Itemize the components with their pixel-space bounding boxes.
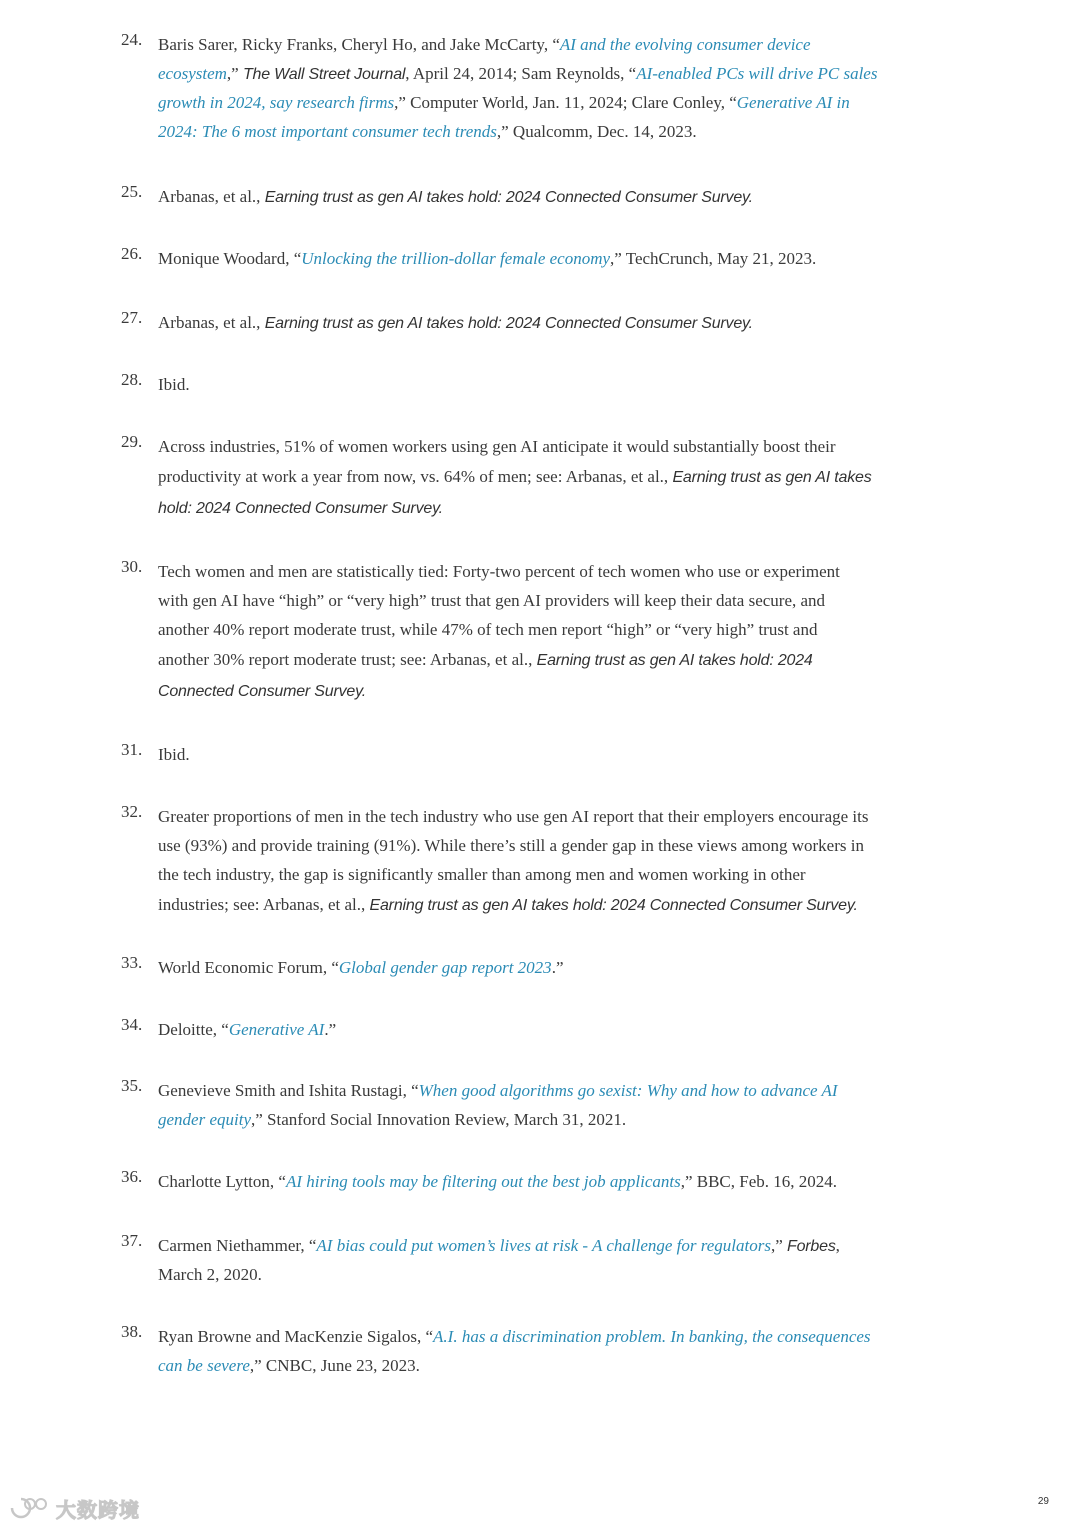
endnote-line xyxy=(158,370,948,399)
endnote-text xyxy=(158,557,948,706)
endnote-line xyxy=(158,889,948,920)
endnote-text xyxy=(158,953,948,982)
endnote-text xyxy=(158,432,948,523)
publication-title: Connected Consumer Survey. xyxy=(158,683,366,700)
endnote-number: 24. xyxy=(121,30,143,49)
endnote-text xyxy=(158,802,948,920)
endnote-number: 31. xyxy=(121,740,143,759)
endnote-text xyxy=(158,182,948,211)
endnote-text xyxy=(158,370,948,399)
citation-text: another 40% report moderate trust, while 47% of tech men report “high” or “very high” trust and xyxy=(158,620,818,639)
endnote-text xyxy=(158,740,948,769)
endnote-line xyxy=(158,117,948,146)
endnote-number: 27. xyxy=(121,308,143,327)
citation-text: ,” TechCrunch, May 21, 2023. xyxy=(610,249,817,268)
citation-link[interactable]: ecosystem xyxy=(158,64,227,83)
publication-title: Earning trust as gen AI takes hold: 2024 Connected Consumer Survey. xyxy=(264,315,753,332)
endnote-text xyxy=(158,308,948,337)
endnote-number: 38. xyxy=(121,1322,143,1341)
publication-title: Forbes xyxy=(787,1238,836,1255)
citation-text: March 2, 2020. xyxy=(158,1265,262,1284)
endnote-line xyxy=(158,492,948,523)
endnote-number: 28. xyxy=(121,370,143,389)
citation-text: ,” Stanford Social Innovation Review, March 31, 2021. xyxy=(251,1110,627,1129)
citation-text: the tech industry, the gap is significantly smaller than among men and women working in other xyxy=(158,865,806,884)
endnote-line xyxy=(158,244,948,273)
citation-text: Ryan Browne and MacKenzie Sigalos, “ xyxy=(158,1327,434,1346)
endnote-number: 33. xyxy=(121,953,143,972)
endnote-line xyxy=(158,740,948,769)
endnote-line xyxy=(158,1076,948,1105)
citation-text: with gen AI have “high” or “very high” trust that gen AI providers will keep their data secure, and xyxy=(158,591,826,610)
endnote-text xyxy=(158,1015,948,1044)
endnote-text xyxy=(158,244,948,273)
watermark-text: 大数跨境 xyxy=(56,1497,140,1522)
citation-link[interactable]: When good algorithms go sexist: Why and how to advance AI xyxy=(418,1081,838,1100)
endnote-number: 35. xyxy=(121,1076,143,1095)
endnote-line xyxy=(158,1015,948,1044)
endnote-line xyxy=(158,1105,948,1134)
citation-text: Greater proportions of men in the tech industry who use gen AI report that their employers encourage its xyxy=(158,807,869,826)
endnote-line xyxy=(158,644,948,675)
citation-text: .” xyxy=(551,958,564,977)
citation-text: Arbanas, et al., xyxy=(158,187,265,206)
endnote-line xyxy=(158,860,948,889)
citation-text: productivity at work a year from now, vs. 64% of men; see: Arbanas, et al., xyxy=(158,467,673,486)
endnote-number: 29. xyxy=(121,432,143,451)
endnote-line xyxy=(158,802,948,831)
citation-text: , April 24, 2014; Sam Reynolds, “ xyxy=(405,64,637,83)
endnote-line xyxy=(158,432,948,461)
publication-title: Earning trust as gen AI takes xyxy=(672,469,872,486)
endnote-line xyxy=(158,30,948,59)
citation-link[interactable]: AI-enabled PCs will drive PC sales xyxy=(636,64,878,83)
publication-title: Earning trust as gen AI takes hold: 2024 Connected Consumer Survey. xyxy=(369,897,858,914)
endnote-line xyxy=(158,557,948,586)
citation-text: ,” xyxy=(770,1236,788,1255)
endnote-line xyxy=(158,182,948,211)
endnote-text xyxy=(158,1076,948,1134)
citation-text: Genevieve Smith and Ishita Rustagi, “ xyxy=(158,1081,419,1100)
publication-title: Earning trust as gen AI takes hold: 2024 Connected Consumer Survey. xyxy=(264,189,753,206)
citation-text: Monique Woodard, “ xyxy=(158,249,302,268)
endnote-line xyxy=(158,59,948,88)
citation-text: ,” Computer World, Jan. 11, 2024; Clare Conley, “ xyxy=(394,93,737,112)
endnote-number: 36. xyxy=(121,1167,143,1186)
endnote-number: 32. xyxy=(121,802,143,821)
endnote-line xyxy=(158,831,948,860)
citation-text: Baris Sarer, Ricky Franks, Cheryl Ho, and Jake McCarty, “ xyxy=(158,35,560,54)
citation-link[interactable]: Unlocking the trillion-dollar female economy xyxy=(301,249,611,268)
endnote-number: 30. xyxy=(121,557,143,576)
citation-link[interactable]: Global gender gap report 2023 xyxy=(338,958,552,977)
citation-text: Ibid. xyxy=(158,745,190,764)
endnote-line xyxy=(158,953,948,982)
citation-link[interactable]: can be severe xyxy=(158,1356,250,1375)
endnote-number: 26. xyxy=(121,244,143,263)
endnote-line xyxy=(158,88,948,117)
citation-text: industries; see: Arbanas, et al., xyxy=(158,895,370,914)
endnote-text xyxy=(158,1231,948,1289)
watermark-logo-icon xyxy=(8,1495,50,1521)
endnote-line xyxy=(158,1231,948,1260)
citation-text: ,” Qualcomm, Dec. 14, 2023. xyxy=(496,122,697,141)
citation-text: Deloitte, “ xyxy=(158,1020,229,1039)
endnote-line xyxy=(158,675,948,706)
citation-link[interactable]: AI and the evolving consumer device xyxy=(559,35,811,54)
citation-link[interactable]: A.I. has a discrimination problem. In banking, the consequences xyxy=(433,1327,871,1346)
citation-link[interactable]: gender equity xyxy=(158,1110,251,1129)
citation-text: , xyxy=(835,1236,840,1255)
citation-link[interactable]: Generative AI xyxy=(228,1020,325,1039)
citation-text: ,” CNBC, June 23, 2023. xyxy=(249,1356,420,1375)
citation-text: .” xyxy=(324,1020,337,1039)
endnote-number: 34. xyxy=(121,1015,143,1034)
citation-text: use (93%) and provide training (91%). While there’s still a gender gap in these views among workers in xyxy=(158,836,864,855)
citation-link[interactable]: growth in 2024, say research firms xyxy=(158,93,395,112)
publication-title: The Wall Street Journal xyxy=(242,66,406,83)
citation-text: ,” xyxy=(226,64,243,83)
citation-text: Tech women and men are statistically tied: Forty-two percent of tech women who use or experiment xyxy=(158,562,840,581)
citation-link[interactable]: 2024: The 6 most important consumer tech trends xyxy=(158,122,497,141)
endnote-line xyxy=(158,1260,948,1289)
citation-text: Carmen Niethammer, “ xyxy=(158,1236,317,1255)
publication-title: Earning trust as gen AI takes hold: 2024 xyxy=(536,652,813,669)
citation-text: World Economic Forum, “ xyxy=(158,958,339,977)
endnote-line xyxy=(158,615,948,644)
watermark xyxy=(8,1492,140,1524)
endnote-text xyxy=(158,1322,948,1380)
endnote-line xyxy=(158,308,948,337)
endnote-number: 37. xyxy=(121,1231,143,1250)
citation-text: Arbanas, et al., xyxy=(158,313,265,332)
page-number: 29 xyxy=(1037,1496,1049,1507)
citation-text: Across industries, 51% of women workers using gen AI anticipate it would substantially boost their xyxy=(158,437,836,456)
endnote-text xyxy=(158,1167,948,1196)
endnote-line xyxy=(158,586,948,615)
publication-title: hold: 2024 Connected Consumer Survey. xyxy=(158,500,443,517)
citation-link[interactable]: AI hiring tools may be filtering out the best job applicants xyxy=(285,1172,681,1191)
endnote-line xyxy=(158,1322,948,1351)
citation-link[interactable]: Generative AI in xyxy=(736,93,850,112)
citation-link[interactable]: AI bias could put women’s lives at risk - A challenge for regulators xyxy=(316,1236,771,1255)
citation-text: Charlotte Lytton, “ xyxy=(158,1172,286,1191)
citation-text: another 30% report moderate trust; see: Arbanas, et al., xyxy=(158,650,537,669)
endnote-line xyxy=(158,461,948,492)
endnote-text xyxy=(158,30,948,146)
endnote-line xyxy=(158,1167,948,1196)
endnote-number: 25. xyxy=(121,182,143,201)
citation-text: ,” BBC, Feb. 16, 2024. xyxy=(680,1172,838,1191)
citation-text: Ibid. xyxy=(158,375,190,394)
endnote-line xyxy=(158,1351,948,1380)
